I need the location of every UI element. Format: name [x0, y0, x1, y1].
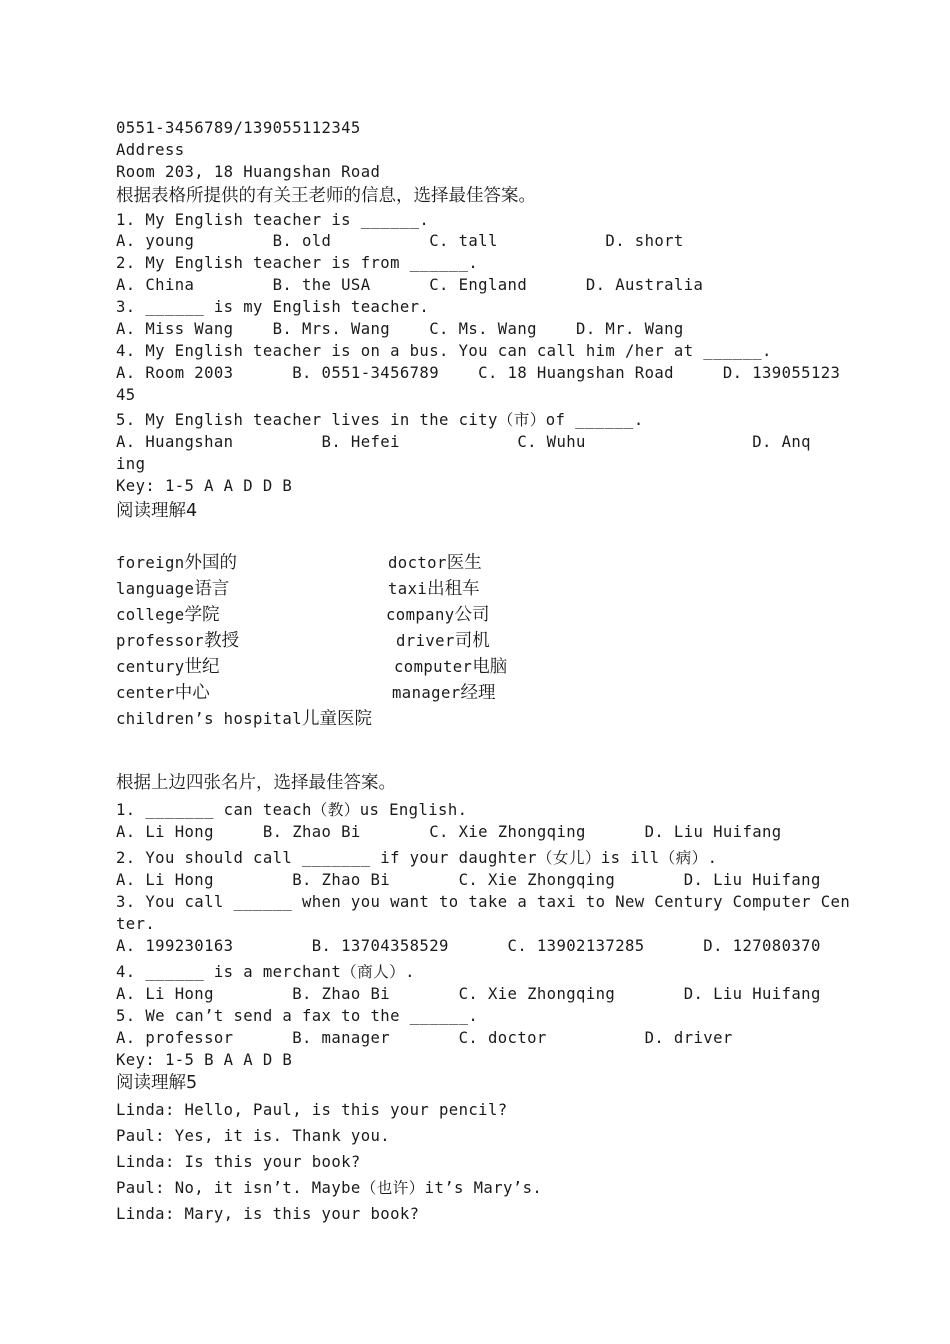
vocab-row: [116, 601, 716, 623]
vocab-entry: taxi出租车: [388, 579, 480, 599]
vocab-row: [116, 549, 716, 571]
address-value: Room 203, 18 Huangshan Road: [116, 163, 381, 181]
vocab-row: [116, 679, 716, 701]
vocab-row: [116, 705, 716, 727]
dialogue-line: Paul: Yes, it is. Thank you.: [116, 1127, 391, 1145]
vocab-entry: children’s hospital儿童医院: [116, 709, 372, 729]
vocab-entry: company公司: [386, 605, 490, 625]
options-line: A. Miss Wang B. Mrs. Wang C. Ms. Wang D. Mr. Wang: [116, 320, 684, 338]
question-line: 2. You should call _______ if your daughter（女儿）is ill（病）.: [116, 849, 718, 867]
vocab-entry: driver司机: [396, 631, 490, 651]
dialogue-line: Linda: Mary, is this your book?: [116, 1205, 420, 1223]
address-label: Address: [116, 141, 185, 159]
vocab-row: [116, 627, 716, 649]
vocab-entry: doctor医生: [388, 553, 482, 573]
section2-title: 阅读理解4: [116, 501, 198, 521]
question-line: 1. _______ can teach（教）us English.: [116, 801, 468, 819]
phone-number: 0551-3456789/139055112345: [116, 119, 361, 137]
vocab-entry: professor教授: [116, 631, 240, 651]
vocab-row: [116, 653, 716, 675]
options-line: A. professor B. manager C. doctor D. driver: [116, 1029, 733, 1047]
vocab-entry: college学院: [116, 605, 220, 625]
question-line: 3. ______ is my English teacher.: [116, 298, 430, 316]
options-line-wrap: ing: [116, 455, 146, 473]
dialogue-line: Paul: No, it isn’t. Maybe（也许）it’s Mary’s.: [116, 1179, 543, 1197]
section3-title: 阅读理解5: [116, 1073, 198, 1093]
question-line: 4. My English teacher is on a bus. You can call him /her at ______.: [116, 342, 772, 360]
vocab-entry: manager经理: [392, 683, 496, 703]
options-line: A. Li Hong B. Zhao Bi C. Xie Zhongqing D. Liu Huifang: [116, 985, 821, 1003]
options-line: A. Huangshan B. Hefei C. Wuhu D. Anq: [116, 433, 811, 451]
section1-instruction: 根据表格所提供的有关王老师的信息，选择最佳答案。: [116, 186, 536, 206]
vocab-entry: century世纪: [116, 657, 220, 677]
options-line: A. Li Hong B. Zhao Bi C. Xie Zhongqing D. Liu Huifang: [116, 823, 782, 841]
options-line: A. Li Hong B. Zhao Bi C. Xie Zhongqing D. Liu Huifang: [116, 871, 821, 889]
question-line: 5. We can’t send a fax to the ______.: [116, 1007, 479, 1025]
vocab-row: [116, 575, 716, 597]
question-line-wrap: ter.: [116, 915, 156, 933]
question-line: 1. My English teacher is ______.: [116, 211, 430, 229]
options-line-wrap: 45: [116, 386, 136, 404]
options-line: A. 199230163 B. 13704358529 C. 13902137285 D. 127080370: [116, 937, 821, 955]
question-line: 3. You call ______ when you want to take a taxi to New Century Computer Cen: [116, 893, 851, 911]
options-line: A. young B. old C. tall D. short: [116, 232, 684, 250]
vocab-entry: center中心: [116, 683, 210, 703]
vocab-entry: computer电脑: [394, 657, 508, 677]
dialogue-line: Linda: Is this your book?: [116, 1153, 361, 1171]
dialogue-line: Linda: Hello, Paul, is this your pencil?: [116, 1101, 508, 1119]
options-line: A. Room 2003 B. 0551-3456789 C. 18 Huangshan Road D. 139055123: [116, 364, 841, 382]
section2-instruction: 根据上边四张名片，选择最佳答案。: [116, 773, 396, 793]
question-line: 4. ______ is a merchant（商人）.: [116, 963, 415, 981]
answer-key: Key: 1-5 B A A D B: [116, 1051, 293, 1069]
vocab-entry: language语言: [116, 579, 230, 599]
answer-key: Key: 1-5 A A D D B: [116, 477, 293, 495]
vocab-entry: foreign外国的: [116, 553, 238, 573]
question-line: 2. My English teacher is from ______.: [116, 254, 479, 272]
options-line: A. China B. the USA C. England D. Australia: [116, 276, 704, 294]
question-line: 5. My English teacher lives in the city（市）of ______.: [116, 411, 644, 429]
